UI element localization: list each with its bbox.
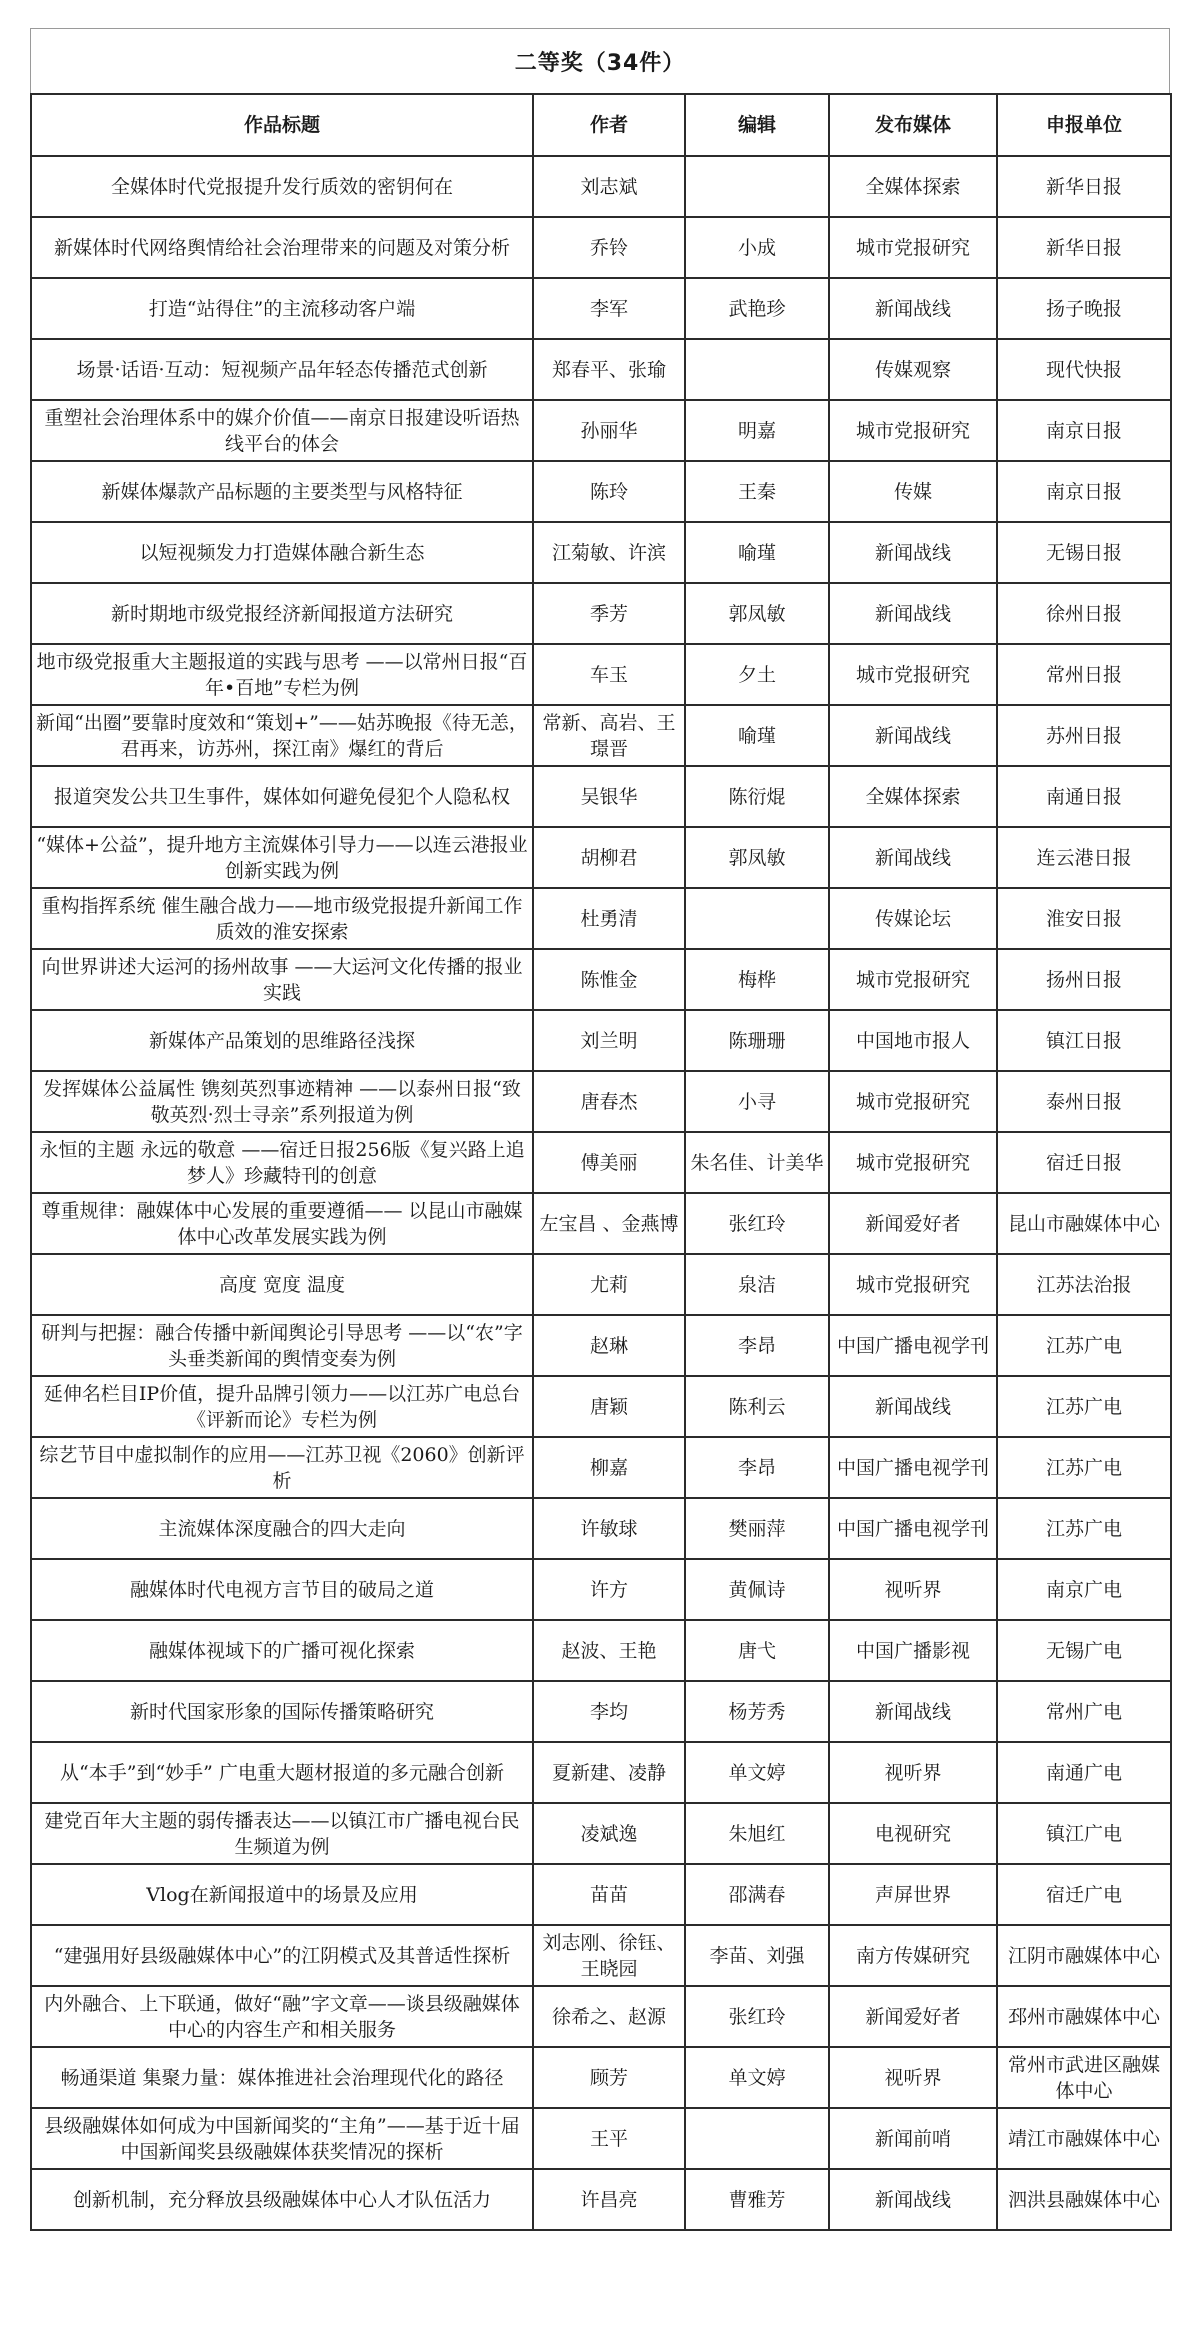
cell-title: 创新机制，充分释放县级融媒体中心人才队伍活力 [31, 2169, 533, 2230]
cell-author: 郑春平、张瑜 [533, 339, 685, 400]
table-row [31, 1681, 1171, 1742]
cell-unit: 常州市武进区融媒体中心 [997, 2047, 1171, 2108]
cell-author: 苗苗 [533, 1864, 685, 1925]
cell-editor [685, 2108, 829, 2169]
table-row [31, 1742, 1171, 1803]
cell-title: 高度 宽度 温度 [31, 1254, 533, 1315]
cell-editor: 郭凤敏 [685, 827, 829, 888]
cell-title: “建强用好县级融媒体中心”的江阴模式及其普适性探析 [31, 1925, 533, 1986]
cell-author: 夏新建、凌静 [533, 1742, 685, 1803]
cell-unit: 南通广电 [997, 1742, 1171, 1803]
cell-unit: 江苏广电 [997, 1498, 1171, 1559]
cell-title: 向世界讲述大运河的扬州故事 ——大运河文化传播的报业实践 [31, 949, 533, 1010]
table-row [31, 156, 1171, 217]
cell-title: 地市级党报重大主题报道的实践与思考 ——以常州日报“百年•百地”专栏为例 [31, 644, 533, 705]
cell-editor: 邵满春 [685, 1864, 829, 1925]
table-row [31, 705, 1171, 766]
cell-title: 新时代国家形象的国际传播策略研究 [31, 1681, 533, 1742]
cell-media: 中国广播电视学刊 [829, 1498, 997, 1559]
cell-title: Vlog在新闻报道中的场景及应用 [31, 1864, 533, 1925]
table-row [31, 1864, 1171, 1925]
table-row [31, 2047, 1171, 2108]
cell-unit: 常州日报 [997, 644, 1171, 705]
header-author: 作者 [533, 94, 685, 156]
cell-author: 许方 [533, 1559, 685, 1620]
cell-author: 尤莉 [533, 1254, 685, 1315]
cell-media: 城市党报研究 [829, 949, 997, 1010]
cell-author: 刘兰明 [533, 1010, 685, 1071]
table-row [31, 400, 1171, 461]
cell-editor: 郭凤敏 [685, 583, 829, 644]
cell-author: 李均 [533, 1681, 685, 1742]
cell-editor: 陈珊珊 [685, 1010, 829, 1071]
cell-title: “媒体+公益”，提升地方主流媒体引导力——以连云港报业创新实践为例 [31, 827, 533, 888]
cell-title: 场景·话语·互动：短视频产品年轻态传播范式创新 [31, 339, 533, 400]
cell-unit: 泰州日报 [997, 1071, 1171, 1132]
cell-media: 全媒体探索 [829, 156, 997, 217]
cell-unit: 宿迁广电 [997, 1864, 1171, 1925]
cell-media: 新闻前哨 [829, 2108, 997, 2169]
cell-editor: 杨芳秀 [685, 1681, 829, 1742]
cell-author: 乔铃 [533, 217, 685, 278]
cell-author: 唐春杰 [533, 1071, 685, 1132]
cell-author: 车玉 [533, 644, 685, 705]
cell-unit: 无锡广电 [997, 1620, 1171, 1681]
cell-media: 新闻爱好者 [829, 1193, 997, 1254]
cell-media: 新闻战线 [829, 522, 997, 583]
cell-media: 新闻爱好者 [829, 1986, 997, 2047]
cell-title: 县级融媒体如何成为中国新闻奖的“主角”——基于近十届中国新闻奖县级融媒体获奖情况的探析 [31, 2108, 533, 2169]
cell-editor: 李昂 [685, 1437, 829, 1498]
cell-author: 李军 [533, 278, 685, 339]
cell-unit: 镇江广电 [997, 1803, 1171, 1864]
cell-title: 畅通渠道 集聚力量：媒体推进社会治理现代化的路径 [31, 2047, 533, 2108]
cell-media: 城市党报研究 [829, 644, 997, 705]
table-row [31, 644, 1171, 705]
cell-editor: 王秦 [685, 461, 829, 522]
table-row [31, 1925, 1171, 1986]
cell-title: 新时期地市级党报经济新闻报道方法研究 [31, 583, 533, 644]
table-title: 二等奖（34件） [30, 28, 1170, 93]
cell-media: 新闻战线 [829, 705, 997, 766]
cell-media: 新闻战线 [829, 1376, 997, 1437]
cell-title: 延伸名栏目IP价值，提升品牌引领力——以江苏广电总台《评新而论》专栏为例 [31, 1376, 533, 1437]
cell-unit: 苏州日报 [997, 705, 1171, 766]
header-row [31, 94, 1171, 156]
cell-media: 全媒体探索 [829, 766, 997, 827]
cell-unit: 南京广电 [997, 1559, 1171, 1620]
cell-author: 季芳 [533, 583, 685, 644]
header-unit: 申报单位 [997, 94, 1171, 156]
cell-media: 视听界 [829, 1559, 997, 1620]
cell-editor: 明嘉 [685, 400, 829, 461]
cell-author: 柳嘉 [533, 1437, 685, 1498]
table-row [31, 827, 1171, 888]
table-row [31, 1071, 1171, 1132]
award-table [30, 93, 1172, 2231]
cell-title: 全媒体时代党报提升发行质效的密钥何在 [31, 156, 533, 217]
cell-author: 凌斌逸 [533, 1803, 685, 1864]
cell-unit: 无锡日报 [997, 522, 1171, 583]
cell-title: 打造“站得住”的主流移动客户端 [31, 278, 533, 339]
cell-unit: 扬州日报 [997, 949, 1171, 1010]
cell-author: 许敏球 [533, 1498, 685, 1559]
cell-editor: 樊丽萍 [685, 1498, 829, 1559]
cell-unit: 江苏广电 [997, 1315, 1171, 1376]
cell-title: 研判与把握：融合传播中新闻舆论引导思考 ——以“农”字头垂类新闻的舆情变奏为例 [31, 1315, 533, 1376]
cell-title: 建党百年大主题的弱传播表达——以镇江市广播电视台民生频道为例 [31, 1803, 533, 1864]
cell-author: 傅美丽 [533, 1132, 685, 1193]
cell-author: 常新、高岩、王璟晋 [533, 705, 685, 766]
cell-title: 永恒的主题 永远的敬意 ——宿迁日报256版《复兴路上追梦人》珍藏特刊的创意 [31, 1132, 533, 1193]
cell-author: 刘志刚、徐钰、王晓园 [533, 1925, 685, 1986]
cell-title: 发挥媒体公益属性 镌刻英烈事迹精神 ——以泰州日报“致敬英烈·烈士寻亲”系列报道为例 [31, 1071, 533, 1132]
table-row [31, 1803, 1171, 1864]
cell-editor: 梅桦 [685, 949, 829, 1010]
table-row [31, 949, 1171, 1010]
table-row [31, 1376, 1171, 1437]
cell-unit: 扬子晚报 [997, 278, 1171, 339]
cell-author: 吴银华 [533, 766, 685, 827]
cell-unit: 江苏广电 [997, 1376, 1171, 1437]
cell-media: 新闻战线 [829, 1681, 997, 1742]
cell-editor: 陈利云 [685, 1376, 829, 1437]
cell-unit: 靖江市融媒体中心 [997, 2108, 1171, 2169]
cell-unit: 邳州市融媒体中心 [997, 1986, 1171, 2047]
table-row [31, 1498, 1171, 1559]
cell-unit: 江阴市融媒体中心 [997, 1925, 1171, 1986]
cell-title: 报道突发公共卫生事件，媒体如何避免侵犯个人隐私权 [31, 766, 533, 827]
cell-author: 唐颖 [533, 1376, 685, 1437]
cell-title: 融媒体视域下的广播可视化探索 [31, 1620, 533, 1681]
award-list [30, 28, 1170, 2231]
cell-unit: 徐州日报 [997, 583, 1171, 644]
cell-media: 视听界 [829, 2047, 997, 2108]
cell-title: 内外融合、上下联通，做好“融”字文章——谈县级融媒体中心的内容生产和相关服务 [31, 1986, 533, 2047]
cell-media: 城市党报研究 [829, 217, 997, 278]
cell-editor: 武艳珍 [685, 278, 829, 339]
cell-author: 赵波、王艳 [533, 1620, 685, 1681]
cell-unit: 现代快报 [997, 339, 1171, 400]
cell-media: 城市党报研究 [829, 400, 997, 461]
cell-media: 中国地市报人 [829, 1010, 997, 1071]
cell-title: 重塑社会治理体系中的媒介价值——南京日报建设听语热线平台的体会 [31, 400, 533, 461]
cell-title: 新媒体爆款产品标题的主要类型与风格特征 [31, 461, 533, 522]
cell-author: 赵琳 [533, 1315, 685, 1376]
cell-editor: 李昂 [685, 1315, 829, 1376]
cell-media: 电视研究 [829, 1803, 997, 1864]
cell-editor: 喻瑾 [685, 705, 829, 766]
cell-author: 陈惟金 [533, 949, 685, 1010]
cell-media: 城市党报研究 [829, 1132, 997, 1193]
cell-title: 新闻“出圈”要靠时度效和“策划+”——姑苏晚报《待无恙，君再来，访苏州，探江南》爆红的背后 [31, 705, 533, 766]
cell-title: 尊重规律：融媒体中心发展的重要遵循—— 以昆山市融媒体中心改革发展实践为例 [31, 1193, 533, 1254]
cell-unit: 新华日报 [997, 217, 1171, 278]
cell-unit: 南通日报 [997, 766, 1171, 827]
cell-unit: 江苏法治报 [997, 1254, 1171, 1315]
cell-editor [685, 888, 829, 949]
table-row [31, 461, 1171, 522]
cell-media: 南方传媒研究 [829, 1925, 997, 1986]
table-row [31, 583, 1171, 644]
table-row [31, 1193, 1171, 1254]
cell-unit: 泗洪县融媒体中心 [997, 2169, 1171, 2230]
cell-editor: 夕土 [685, 644, 829, 705]
cell-editor: 朱旭红 [685, 1803, 829, 1864]
table-row [31, 1315, 1171, 1376]
cell-title: 从“本手”到“妙手” 广电重大题材报道的多元融合创新 [31, 1742, 533, 1803]
table-row [31, 766, 1171, 827]
header-editor: 编辑 [685, 94, 829, 156]
cell-media: 城市党报研究 [829, 1071, 997, 1132]
table-row [31, 1254, 1171, 1315]
table-row [31, 339, 1171, 400]
cell-author: 许昌亮 [533, 2169, 685, 2230]
cell-editor: 陈衍焜 [685, 766, 829, 827]
cell-media: 中国广播电视学刊 [829, 1437, 997, 1498]
cell-unit: 南京日报 [997, 461, 1171, 522]
cell-unit: 江苏广电 [997, 1437, 1171, 1498]
cell-title: 主流媒体深度融合的四大走向 [31, 1498, 533, 1559]
cell-unit: 淮安日报 [997, 888, 1171, 949]
header-title: 作品标题 [31, 94, 533, 156]
table-row [31, 1437, 1171, 1498]
cell-author: 顾芳 [533, 2047, 685, 2108]
table-row [31, 1559, 1171, 1620]
table-row [31, 1010, 1171, 1071]
cell-editor: 喻瑾 [685, 522, 829, 583]
cell-media: 新闻战线 [829, 583, 997, 644]
cell-author: 左宝昌 、金燕博 [533, 1193, 685, 1254]
cell-title: 重构指挥系统 催生融合战力——地市级党报提升新闻工作质效的淮安探索 [31, 888, 533, 949]
cell-author: 刘志斌 [533, 156, 685, 217]
cell-editor: 李苗、刘强 [685, 1925, 829, 1986]
cell-editor: 黄佩诗 [685, 1559, 829, 1620]
cell-editor: 单文婷 [685, 2047, 829, 2108]
cell-editor: 泉洁 [685, 1254, 829, 1315]
table-row [31, 278, 1171, 339]
cell-unit: 镇江日报 [997, 1010, 1171, 1071]
table-row [31, 888, 1171, 949]
cell-unit: 常州广电 [997, 1681, 1171, 1742]
cell-title: 综艺节目中虚拟制作的应用——江苏卫视《2060》创新评析 [31, 1437, 533, 1498]
cell-unit: 连云港日报 [997, 827, 1171, 888]
cell-editor: 张红玲 [685, 1986, 829, 2047]
header-media: 发布媒体 [829, 94, 997, 156]
cell-title: 新媒体产品策划的思维路径浅探 [31, 1010, 533, 1071]
cell-author: 胡柳君 [533, 827, 685, 888]
cell-editor: 小成 [685, 217, 829, 278]
cell-editor [685, 156, 829, 217]
table-row [31, 1986, 1171, 2047]
cell-media: 视听界 [829, 1742, 997, 1803]
cell-author: 孙丽华 [533, 400, 685, 461]
cell-title: 以短视频发力打造媒体融合新生态 [31, 522, 533, 583]
cell-author: 陈玲 [533, 461, 685, 522]
cell-editor: 曹雅芳 [685, 2169, 829, 2230]
table-row [31, 217, 1171, 278]
cell-editor: 唐弋 [685, 1620, 829, 1681]
cell-unit: 昆山市融媒体中心 [997, 1193, 1171, 1254]
cell-media: 新闻战线 [829, 2169, 997, 2230]
table-row [31, 1620, 1171, 1681]
cell-unit: 南京日报 [997, 400, 1171, 461]
cell-editor: 张红玲 [685, 1193, 829, 1254]
cell-title: 融媒体时代电视方言节目的破局之道 [31, 1559, 533, 1620]
cell-editor: 朱名佳、计美华 [685, 1132, 829, 1193]
cell-media: 传媒观察 [829, 339, 997, 400]
cell-author: 王平 [533, 2108, 685, 2169]
cell-media: 传媒论坛 [829, 888, 997, 949]
cell-media: 声屏世界 [829, 1864, 997, 1925]
cell-author: 江菊敏、许滨 [533, 522, 685, 583]
table-row [31, 2169, 1171, 2230]
cell-media: 新闻战线 [829, 827, 997, 888]
table-row [31, 1132, 1171, 1193]
cell-author: 徐希之、赵源 [533, 1986, 685, 2047]
cell-editor [685, 339, 829, 400]
cell-title: 新媒体时代网络舆情给社会治理带来的问题及对策分析 [31, 217, 533, 278]
table-row [31, 2108, 1171, 2169]
cell-media: 新闻战线 [829, 278, 997, 339]
table-row [31, 522, 1171, 583]
cell-media: 中国广播电视学刊 [829, 1315, 997, 1376]
cell-editor: 单文婷 [685, 1742, 829, 1803]
cell-unit: 新华日报 [997, 156, 1171, 217]
cell-unit: 宿迁日报 [997, 1132, 1171, 1193]
cell-media: 中国广播影视 [829, 1620, 997, 1681]
cell-media: 城市党报研究 [829, 1254, 997, 1315]
cell-media: 传媒 [829, 461, 997, 522]
cell-author: 杜勇清 [533, 888, 685, 949]
cell-editor: 小寻 [685, 1071, 829, 1132]
